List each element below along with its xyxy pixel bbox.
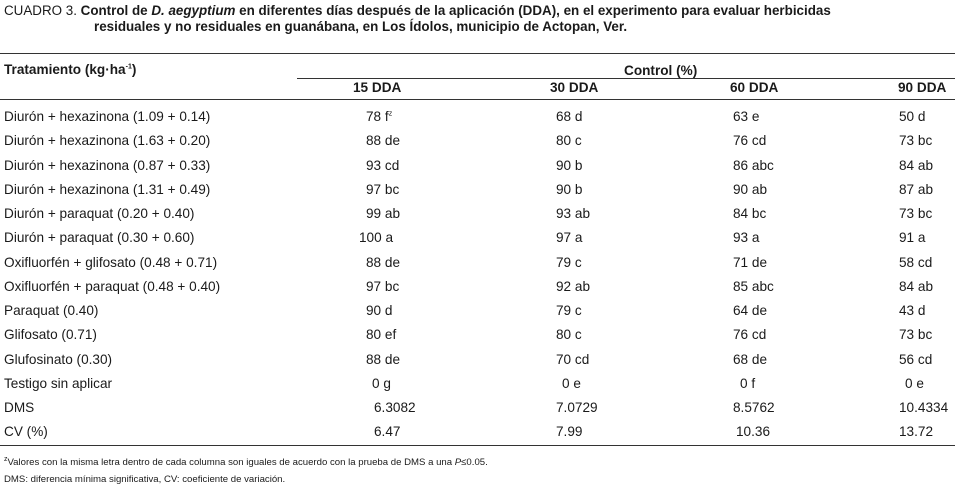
row-value-text: 56 cd [899,351,933,367]
row-value-text: 93 a [733,230,760,246]
row-value-col-1 [366,158,399,174]
row-value-text: 73 bc [899,327,933,343]
row-value-col-4 [899,230,925,246]
row-value-text: 84 bc [733,206,767,221]
row-value-text: 90 d [366,303,393,318]
row-value-col-3 [733,206,766,222]
row-value-col-4 [905,376,924,392]
row-value-col-3 [733,352,767,368]
table-caption [4,3,949,34]
col-header-15dda: 15 DDA [353,80,402,95]
row-value-col-4 [899,133,932,149]
footnote-z-tail: ≤0.05. [461,457,488,468]
row-value-text: 90 b [556,181,583,197]
footnote-z [4,457,488,468]
row-value-text: 90 ab [733,181,768,197]
row-value-text: 88 de [366,133,401,149]
row-value-col-1 [366,303,392,319]
row-value-sup: z [388,110,393,118]
row-value-col-1 [374,400,416,416]
bottom-rule [0,445,955,446]
row-value-text: 0 e [562,375,581,391]
row-value-col-1 [366,133,400,149]
row-value-col-3 [733,109,759,125]
row-value-text: 76 cd [733,133,767,149]
row-value-text: 79 c [556,303,582,318]
row-value-text: 90 b [556,157,583,173]
row-value-text: 7.0729 [556,400,598,415]
row-treatment: Testigo sin aplicar [4,375,113,391]
row-value-text: 99 ab [366,206,401,221]
row-value-col-2 [556,182,582,198]
row-value-col-3 [736,424,770,440]
row-value-col-2 [556,327,582,343]
row-treatment: Diurón + hexazinona (1.63 + 0.20) [4,133,211,149]
row-value-text: 88 de [366,351,401,367]
treatment-header-sup: -1 [125,63,132,71]
row-value-text: 6.47 [374,424,401,440]
row-value-text: 78 f [366,109,389,124]
row-value-col-2 [556,230,582,246]
row-treatment: CV (%) [4,424,48,440]
treatment-header [4,62,136,78]
row-value-text: 71 de [733,254,768,270]
footnote-dms: DMS: diferencia mínima significativa, CV: coeficiente de variación. [4,474,286,485]
control-group-header: Control (%) [624,63,698,78]
row-value-text: 0 g [372,375,391,391]
row-value-col-3 [733,158,774,174]
row-value-col-4 [899,279,933,295]
caption-line-2: residuales y no residuales en guanábana, en Los Ídolos, municipio de Actopan, Ver. [94,18,628,34]
header-rule [0,99,955,100]
row-value-text: 73 bc [899,133,933,149]
row-value-col-2 [556,255,582,271]
row-value-text: 79 c [556,254,582,270]
row-value-col-3 [733,182,767,198]
caption-species: D. aegyptium [151,3,236,18]
row-value-text: 80 c [556,133,582,149]
row-treatment: Diurón + hexazinona (0.87 + 0.33) [4,157,211,173]
caption-text-post: en diferentes días después de la aplicación (DDA), en el experimento para evaluar herbicidas [239,3,831,18]
footnote-z-text: Valores con la misma letra dentro de cada columna son iguales de acuerdo con la prueba de DMS a una [7,457,455,468]
row-value-col-1 [366,352,400,368]
row-value-text: 50 d [899,109,926,124]
row-value-col-3 [740,376,755,392]
row-value-text: 43 d [899,303,926,318]
row-value-col-4 [899,327,932,343]
row-value-col-1 [374,424,400,440]
row-value-col-3 [733,279,774,295]
row-value-text: 86 abc [733,157,774,173]
row-value-col-2 [556,352,589,368]
row-value-col-1 [359,230,393,246]
row-treatment: Diurón + paraquat (0.20 + 0.40) [4,206,195,221]
row-value-col-1 [366,279,399,295]
row-value-text: 97 a [556,230,583,246]
row-value-text: 6.3082 [374,400,416,415]
row-value-text: 97 bc [366,278,400,294]
col-header-90dda: 90 DDA [898,80,947,95]
row-treatment: Oxifluorfén + paraquat (0.48 + 0.40) [4,278,221,294]
top-rule [0,53,955,54]
caption-line-1 [4,3,949,19]
row-value-col-4 [899,352,932,368]
row-treatment: Oxifluorfén + glifosato (0.48 + 0.71) [4,254,218,270]
row-treatment: Glufosinato (0.30) [4,351,113,367]
row-treatment: Paraquat (0.40) [4,303,99,318]
row-value-col-4 [899,109,925,125]
row-value-text: 0 f [740,375,756,391]
row-value-col-3 [733,400,775,416]
group-rule [297,78,955,79]
row-value-text: 93 cd [366,157,400,173]
row-value-text: 10.4334 [899,400,949,415]
row-value-col-1 [366,109,392,125]
row-value-col-1 [366,206,400,222]
row-value-col-2 [556,400,598,416]
row-value-col-2 [556,303,582,319]
row-value-text: 68 d [556,109,583,124]
row-value-text: 63 e [733,109,760,124]
row-value-col-3 [733,327,766,343]
row-value-col-2 [556,279,590,295]
row-treatment: Diurón + hexazinona (1.31 + 0.49) [4,181,211,197]
row-value-text: 85 abc [733,278,774,294]
row-value-text: 13.72 [899,424,934,440]
row-value-text: 68 de [733,351,768,367]
row-value-col-2 [556,109,582,125]
caption-label: CUADRO 3. [4,3,77,18]
row-value-col-4 [899,255,932,271]
row-value-text: 0 e [905,375,924,391]
row-value-col-2 [562,376,581,392]
row-value-text: 58 cd [899,254,933,270]
row-treatment: Diurón + paraquat (0.30 + 0.60) [4,230,195,246]
row-value-col-2 [556,133,582,149]
caption-text-pre: Control de [80,3,148,18]
row-value-col-4 [899,303,925,319]
row-value-col-1 [366,255,400,271]
row-treatment: Diurón + hexazinona (1.09 + 0.14) [4,109,211,124]
row-value-text: 84 ab [899,157,934,173]
row-value-col-3 [733,303,767,319]
row-value-text: 8.5762 [733,400,775,415]
row-treatment: DMS [4,400,35,415]
treatment-header-close: ) [131,62,137,77]
row-value-text: 80 c [556,327,582,343]
row-value-text: 7.99 [556,424,583,440]
row-value-col-2 [556,158,582,174]
row-value-col-4 [899,400,948,416]
row-value-col-1 [372,376,391,392]
row-value-text: 88 de [366,254,401,270]
row-value-col-3 [733,230,759,246]
footnote-z-p: P [454,457,462,468]
row-value-text: 92 ab [556,278,591,294]
row-value-col-2 [556,424,582,440]
row-value-text: 91 a [899,230,926,246]
row-value-text: 76 cd [733,327,767,343]
treatment-header-text: Tratamiento (kg·ha [4,62,126,77]
row-value-text: 10.36 [736,424,771,440]
row-value-text: 100 a [359,230,394,246]
row-value-text: 87 ab [899,181,934,197]
row-value-col-4 [899,158,933,174]
row-value-text: 93 ab [556,206,591,221]
col-header-30dda: 30 DDA [550,80,599,95]
row-value-text: 73 bc [899,206,933,221]
footnote-z-sup: z [4,455,8,463]
row-value-col-4 [899,206,932,222]
row-treatment: Glifosato (0.71) [4,327,97,343]
row-value-col-1 [366,327,396,343]
row-value-text: 84 ab [899,278,934,294]
row-value-col-3 [733,255,767,271]
row-value-col-3 [733,133,766,149]
row-value-col-4 [899,182,933,198]
col-header-60dda: 60 DDA [730,80,779,95]
row-value-col-2 [556,206,590,222]
row-value-text: 80 ef [366,327,397,343]
row-value-text: 70 cd [556,351,590,367]
row-value-text: 64 de [733,303,768,318]
row-value-col-4 [899,424,933,440]
row-value-col-1 [366,182,399,198]
row-value-text: 97 bc [366,181,400,197]
